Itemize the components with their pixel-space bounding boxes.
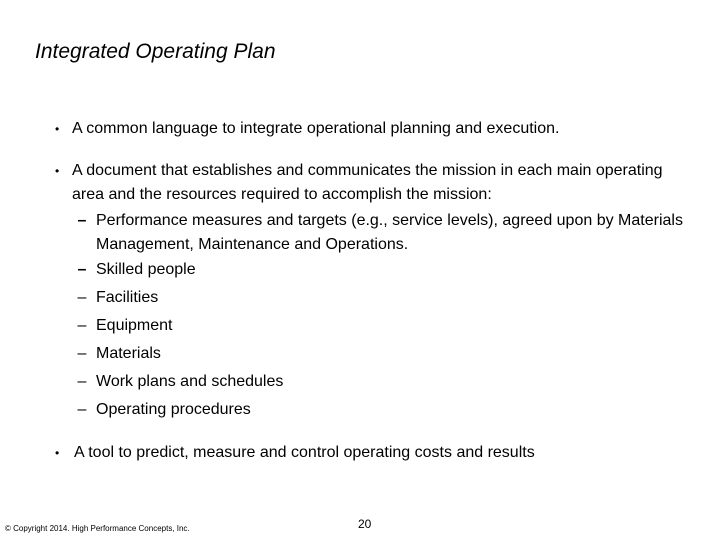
subbullet-item — [75, 314, 695, 338]
dash-marker: – — [77, 373, 87, 390]
bullet-marker: • — [55, 164, 60, 178]
subbullet-item — [75, 209, 695, 257]
bullet-text: A document that establishes and communicates the mission in each main operating area and the resources required to accomplish the mission: — [72, 162, 663, 203]
bullet-text: A common language to integrate operational planning and execution. — [72, 120, 560, 137]
subbullet-item — [75, 258, 695, 282]
subbullet-item — [75, 342, 695, 366]
bullet-item — [55, 117, 695, 141]
bullet-item — [55, 159, 695, 207]
subbullet-text: Operating procedures — [96, 401, 251, 418]
dash-marker: – — [77, 317, 87, 334]
dash-marker: – — [77, 345, 87, 362]
bullet-marker: • — [55, 446, 60, 460]
bullet-item — [55, 441, 695, 465]
subbullet-text: Skilled people — [96, 261, 196, 278]
bullet-marker: • — [55, 122, 60, 136]
subbullet-text: Facilities — [96, 289, 159, 306]
dash-marker: – — [77, 401, 87, 418]
bullet-text: A tool to predict, measure and control operating costs and results — [74, 444, 535, 461]
page-number: 20 — [358, 517, 372, 531]
subbullet-text: Performance measures and targets (e.g., service levels), agreed upon by Materials Management, Maintenance and Operations. — [96, 212, 683, 253]
dash-marker: – — [77, 212, 87, 229]
subbullet-text: Equipment — [96, 317, 173, 334]
subbullet-text: Materials — [96, 345, 161, 362]
subbullet-item — [75, 370, 695, 394]
slide-title: Integrated Operating Plan — [35, 40, 276, 63]
dash-marker: – — [77, 261, 87, 278]
dash-marker: – — [77, 289, 87, 306]
subbullet-item — [75, 286, 695, 310]
copyright-footer: © Copyright 2014. High Performance Concepts, Inc. — [5, 524, 190, 533]
subbullet-item — [75, 398, 695, 422]
subbullet-text: Work plans and schedules — [96, 373, 284, 390]
